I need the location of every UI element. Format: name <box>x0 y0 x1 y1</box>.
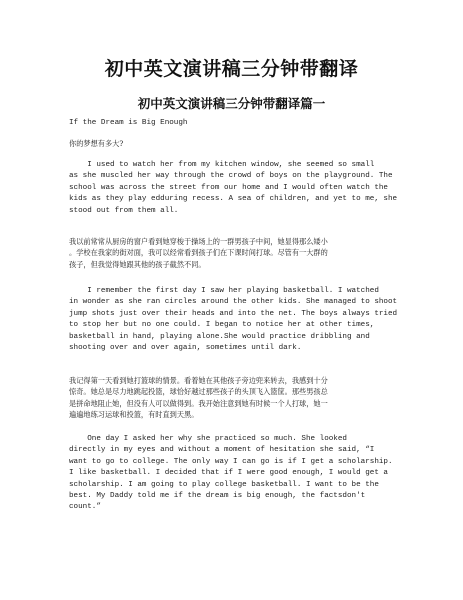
english-heading: If the Dream is Big Enough <box>69 119 188 127</box>
text-line: in wonder as she ran circles around the other kids. She managed to shoot <box>69 298 398 307</box>
text-line: directly in my eyes and without a moment of hesitation she said, “I <box>69 446 375 455</box>
document-title: 初中英文演讲稿三分钟带翻译 <box>104 58 359 80</box>
section-subtitle: 初中英文演讲稿三分钟带翻译篇一 <box>137 96 326 111</box>
text-line: stood out from them all. <box>69 206 179 215</box>
text-line: 。学校在我家的街对面，我可以经常看到孩子们在下课时间打球。尽管有一大群的 <box>69 248 328 258</box>
text-line: school was across the street from our home and I would often watch the <box>69 183 388 192</box>
text-line: count.” <box>69 503 101 512</box>
text-line: basketball in hand, playing alone.She would practice dribbling and <box>69 332 370 341</box>
text-line: scholarship. I am going to play college basketball. I want to be the <box>69 480 379 489</box>
text-line: 我以前常常从厨房的窗户看到她穿梭于操场上的一群男孩子中间，她显得那么矮小 <box>69 237 328 246</box>
text-line: kids as they play edduring recess. A sea of children, and yet to me, she <box>69 195 398 204</box>
text-line: want to go to college. The only way I can go is if I get a scholarship. <box>69 457 393 466</box>
text-line: 我记得第一天看到她打篮球的情景。看着她在其他孩子旁边兜来转去，我感到十分 <box>69 376 328 385</box>
text-line: 孩子，但我觉得她跟其他的孩子截然不同。 <box>69 259 206 269</box>
paragraph-1-chinese <box>69 236 399 270</box>
text-line: as she muscled her way through the crowd of boys on the playground. The <box>69 172 393 181</box>
text-line: jump shots just over their heads and into the net. The boys always tried <box>69 309 398 318</box>
paragraph-2-chinese <box>69 375 399 421</box>
paragraph-2-english <box>69 286 399 354</box>
chinese-heading: 你的梦想有多大? <box>69 139 124 148</box>
text-line: One day I asked her why she practiced so much. She looked <box>69 435 347 443</box>
text-line: best. My Daddy told me if the dream is big enough, the factsdon't <box>69 492 366 501</box>
text-line: shooting over and over again, sometimes until dark. <box>69 344 302 353</box>
text-line: I remember the first day I saw her playing basketball. I watched <box>69 287 379 295</box>
text-line: I used to watch her from my kitchen window, she seemed so small <box>69 161 375 169</box>
text-line: 惊奇。她总是尽力地跳起投篮，球恰好越过那些孩子的头顶飞入篮筐。那些男孩总 <box>69 387 328 397</box>
paragraph-3-english <box>69 434 399 514</box>
text-line: 遍遍地练习运球和投篮，有时直到天黑。 <box>69 410 199 420</box>
text-line: I like basketball. I decided that if I were good enough, I would get a <box>69 469 388 478</box>
text-line: to stop her but no one could. I began to notice her at other times, <box>69 321 375 330</box>
text-line: 是拼命地阻止她，但没有人可以做得到。我开始注意到她有时候一个人打球，她一 <box>69 398 328 408</box>
paragraph-1-english <box>69 160 399 217</box>
